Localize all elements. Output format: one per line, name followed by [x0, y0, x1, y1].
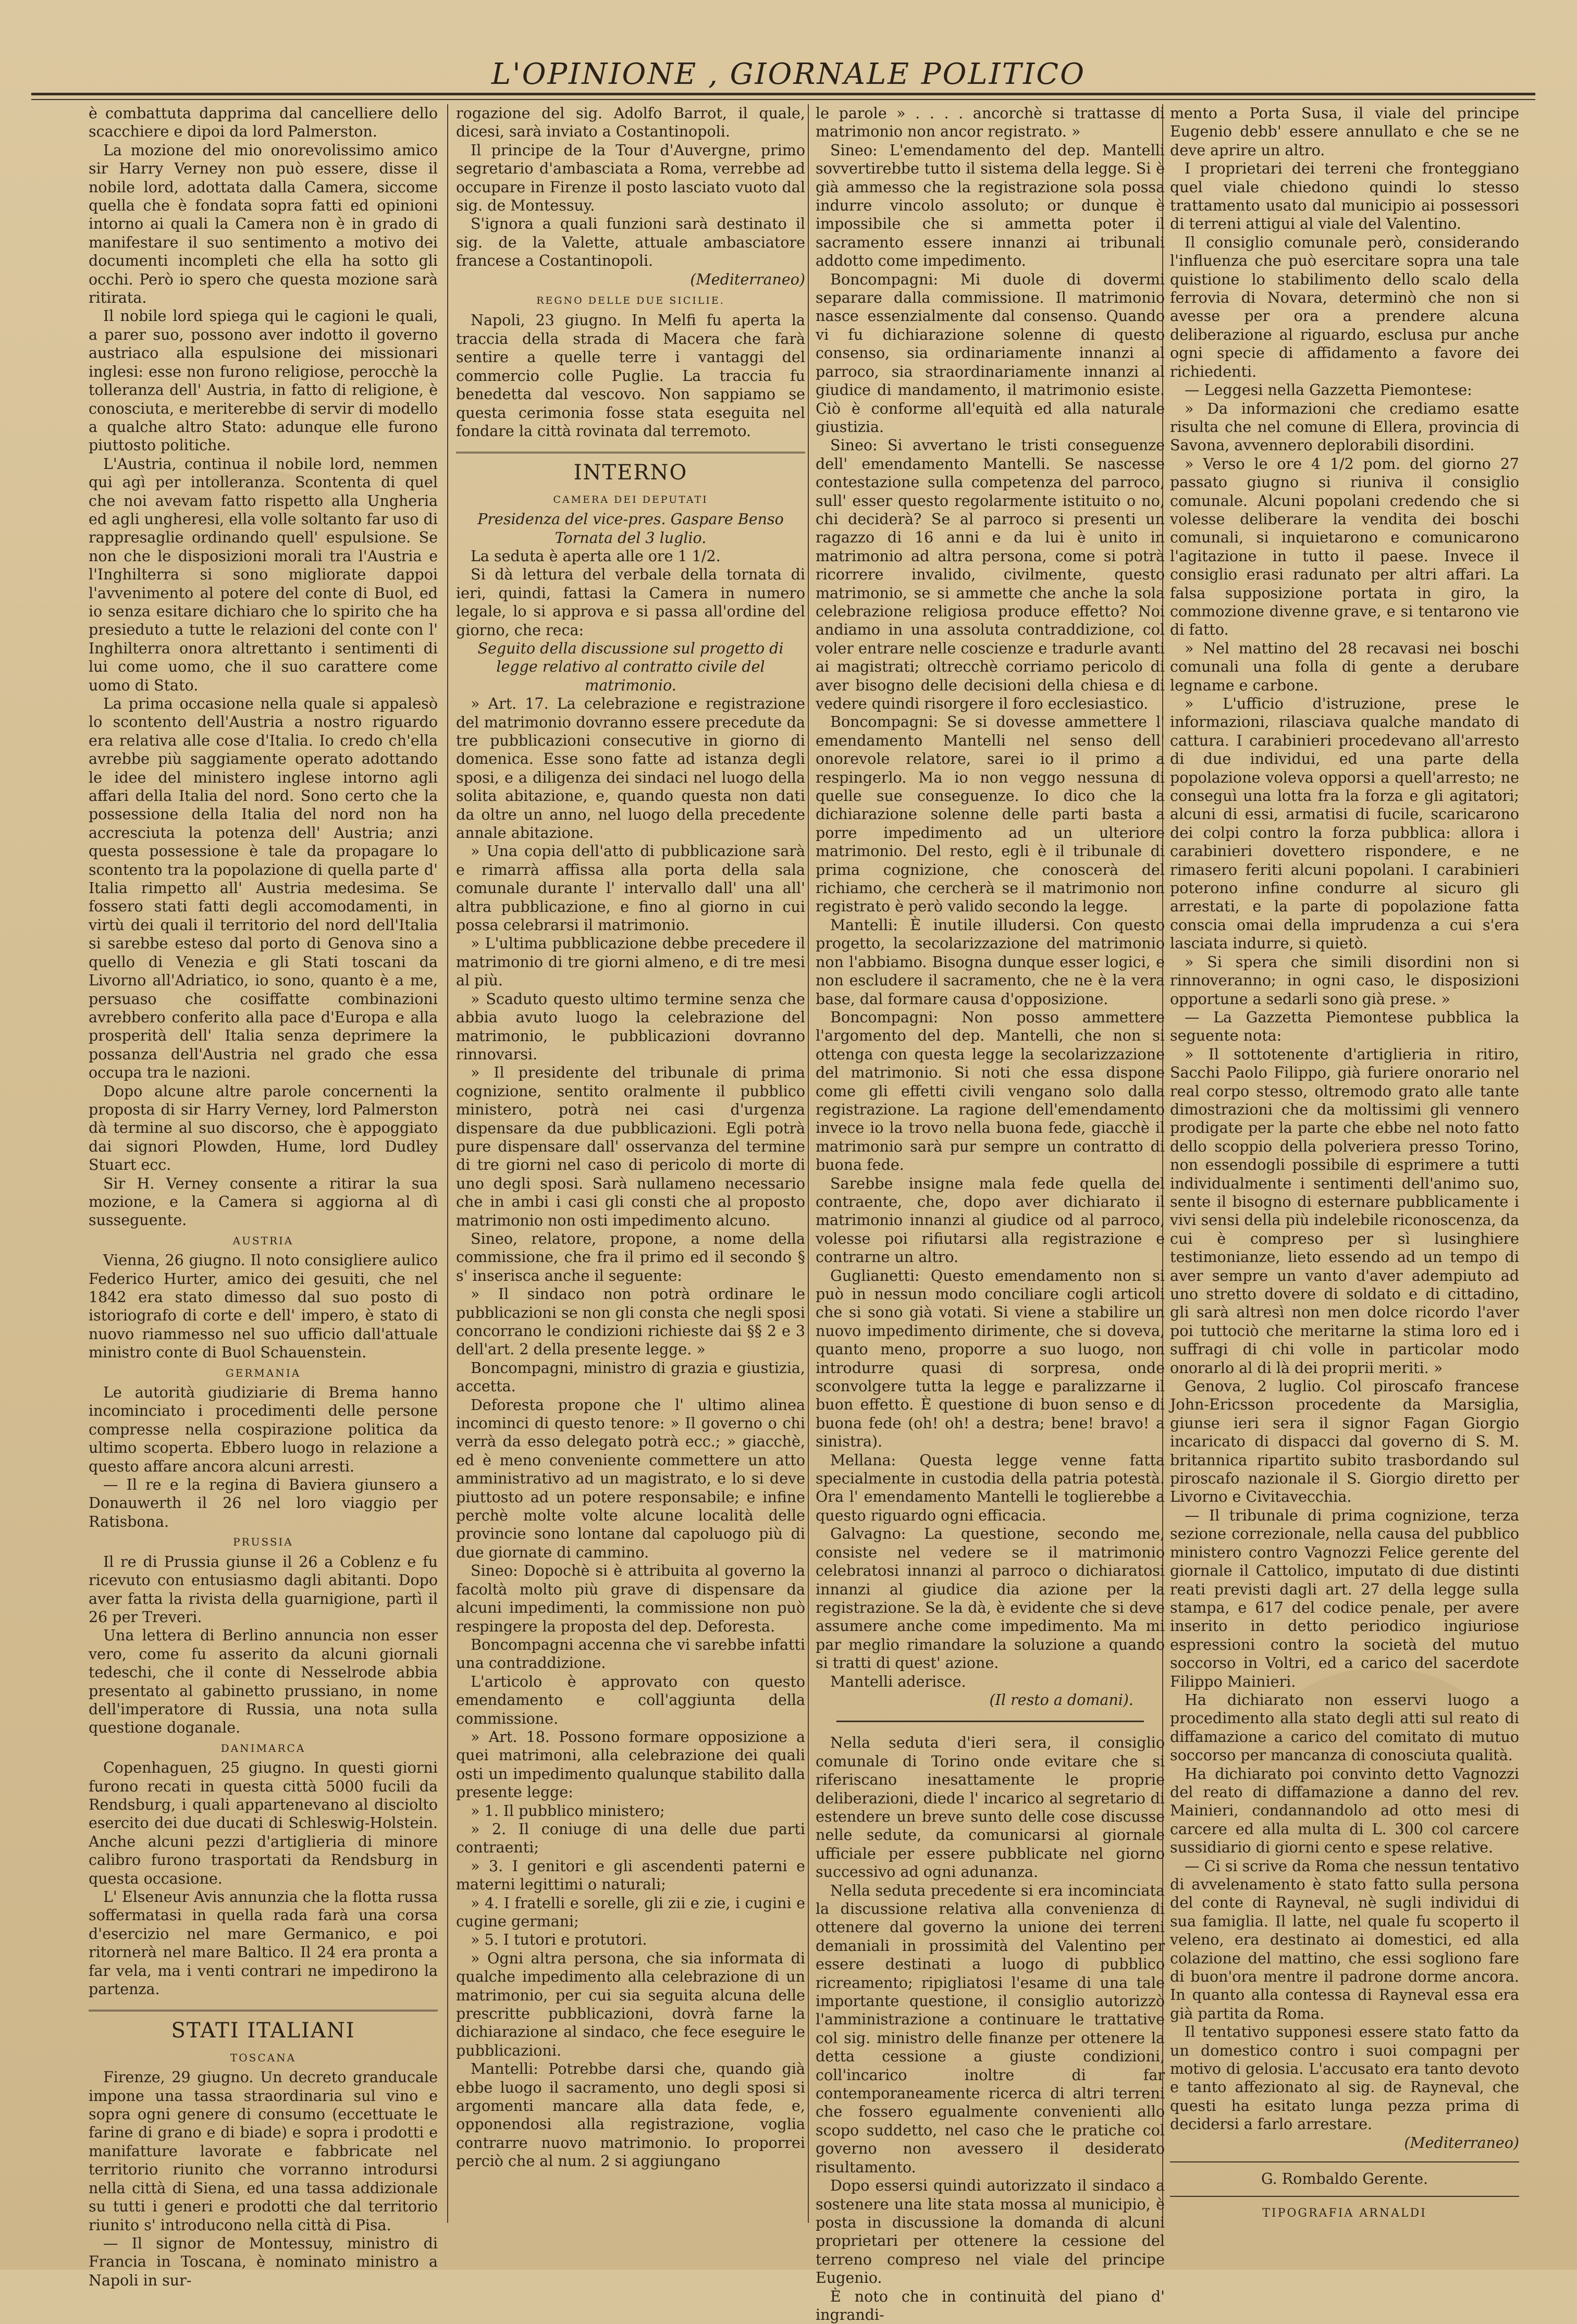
paragraph: È noto che in continuità del piano d' ingrandi-: [816, 2288, 1165, 2323]
column-divider: [447, 104, 448, 2223]
paragraph: Sir H. Verney consente a ritirar la sua mozione, e la Camera si aggiorna al dì susseguente.: [89, 1175, 438, 1229]
section-title-stati-italiani: STATI ITALIANI: [89, 2010, 438, 2040]
paragraph: Galvagno: La questione, secondo me, consiste nel vedere se il matrimonio celebratosi innanzi al parroco o dichiaratosi innanzi al giudice dia azione per la registrazione. Se la dà, è evidente che si deve assumere anche come impedimento. Ma mi par meglio rimandare la soluzione a quando si tratti di quest' azione.: [816, 1525, 1165, 1672]
section-heading-regno: REGNO DELLE DUE SICILIE.: [536, 295, 725, 307]
section-heading-toscana: TOSCANA: [230, 2051, 297, 2064]
paragraph: » Si spera che simili disordini non si rinnoveranno; in ogni caso, le disposizioni opportune a sedarli sono già prese. »: [1170, 953, 1519, 1008]
paragraph: Il consiglio comunale però, considerando l'influenza che può esercitare sopra una tale quistione lo stabilimento dello scalo della ferrovia di Novara, determinò che non si avesse per ora a prendere alcuna deliberazione al riguardo, esclusa pur anche ogni specie di affidamento a favore dei richiedenti.: [1170, 233, 1519, 380]
paragraph: I proprietari dei terreni che fronteggiano quel viale chiedono quindi lo stesso trattamento usato dal municipio ai possessori di terreni attigui al viale del Valentino.: [1170, 160, 1519, 233]
paragraph: — Ci si scrive da Roma che nessun tentativo di avvelenamento è stato fatto sulla persona del conte di Rayneval, nè sugli individui di sua famiglia. Il latte, nel quale fu scoperto il veleno, era destinato ai domestici, ed alla colazione del mattino, che essi sogliono fare di buon'ora mentre il padrone dorme ancora. In quanto alla contessa di Rayneval essa era già partita da Roma.: [1170, 1857, 1519, 2022]
paragraph: » Verso le ore 4 1/2 pom. del giorno 27 passato giugno si riuniva il consiglio comunale. Alcuni popolani credendo che si volesse deliberare la vendita dei boschi comunali, si inquietarono e comunicarono l'agitazione in tutto il paese. Invece il consiglio erasi radunato per altri affari. La falsa supposizione portata in giro, la commozione divenne grave, e si tentarono vie di fatto.: [1170, 455, 1519, 639]
paragraph: Mellana: Questa legge venne fatta specialmente in custodia della patria potestà. Ora l' emendamento Mantelli le toglierebbe a questo riguardo ogni efficacia.: [816, 1451, 1165, 1524]
gerente-signature: G. Rombaldo Gerente.: [1170, 2161, 1519, 2188]
paragraph: Genova, 2 luglio. Col piroscafo francese John-Ericsson procedente da Marsiglia, giunse ieri sera il signor Fagan Giorgio incaricato di dispacci dal governo di S. M. britannica ripartito subito trasbordando sul piroscafo nazionale il S. Giorgio diretto per Livorno e Civitavecchia.: [1170, 1378, 1519, 1506]
masthead-rule: [31, 93, 1535, 95]
paragraph: Deforesta propone che l' ultimo alinea incominci di questo tenore: » Il governo o chi verrà da esso delegato potrà ecc.; » giacchè, ed è meno conveniente commettere un atto amministrativo ad un magistrato, e lo si deve piuttosto ad un potere responsabile; e infine perchè molte volte alcune località delle provincie sono lontane dal capoluogo più di due giornate di cammino.: [456, 1396, 805, 1561]
paragraph: è combattuta dapprima dal cancelliere dello scacchiere e dipoi da lord Palmerston.: [89, 105, 438, 141]
paragraph: Il principe de la Tour d'Auvergne, primo segretario d'ambasciata a Roma, verrebbe ad occupare in Firenze il posto lasciato vuoto dal sig. de Montessuy.: [456, 141, 805, 215]
paragraph: La seduta è aperta alle ore 1 1/2.: [471, 547, 721, 565]
paragraph: — Il re e la regina di Baviera giunsero a Donauwerth il 26 nel loro viaggio per Ratisbona.: [89, 1476, 438, 1530]
paragraph: » Il sottotenente d'artiglieria in ritiro, Sacchi Paolo Filippo, già furiere onorario nel real corpo stesso, oltremodo grato alle tante dimostrazioni che da moltissimi gli vennero prodigate per la parte che ebbe nel noto fatto dello scoppio della polveriera presso Torino, non essendogli possibile di esprimere a tutti individualmente i sentimenti dell'animo suo, sente il bisogno di esternare pubblicamente i vivi sensi della più indelebile riconoscenza, da cui è compreso per sì lusinghiere testimonianze, lieto essendo ad un tempo di aver sempre un vanto d'aver adempiuto ad uno stretto dovere di soldato e di cittadino, gli sarà altresì non men dolce ricordo l'aver poi tuttociò che meritarne la stima loro ed i suffragi di chi volle in particolar modo onorarlo al di là dei proprii meriti. »: [1170, 1045, 1519, 1377]
paragraph: — La Gazzetta Piemontese pubblica la seguente nota:: [1170, 1008, 1519, 1045]
masthead-title: L'OPINIONE , GIORNALE POLITICO: [491, 57, 1086, 91]
paragraph: Vienna, 26 giugno. Il noto consigliere aulico Federico Hurter, amico dei gesuiti, che nel 1842 era stato dimesso dal suo posto di istoriografo di corte e dell' impero, è stato di nuovo riammesso nel suo ufficio dall'attuale ministro conte di Buol Schauenstein.: [89, 1252, 438, 1362]
paragraph: Nella seduta precedente si era incominciata la discussione relativa alla convenienza di ottenere dal governo la unione dei terreni demaniali in prossimità del Valentino per essere destinati a luogo di pubblico ricreamento; ripigliatosi l'esame di una tale importante questione, il consiglio autorizzò l'amministrazione a continuare le trattative col sig. ministro delle finanze per ottenere la detta cessione a giuste condizioni, coll'incarico inoltre di far contemporaneamente ricerca di altri terreni che fossero egualmente convenienti allo scopo suddetto, nel caso che le pratiche col governo non avessero il desiderato risultamento.: [816, 1882, 1165, 2176]
paragraph: Ha dichiarato poi convinto detto Vagnozzi del reato di diffamazione a danno del rev. Mainieri, condannandolo ad otto mesi di carcere ed alla multa di L. 300 col carcere sussidiario di giorni cento e spese relative.: [1170, 1765, 1519, 1857]
column-2: [451, 104, 810, 2223]
paragraph: » Scaduto questo ultimo termine senza che abbia avuto luogo la celebrazione del matrimonio, le pubblicazioni dovranno rinnovarsi.: [456, 990, 805, 1063]
paragraph: Dopo alcune altre parole concernenti la proposta di sir Harry Verney, lord Palmerston dà termine al suo discorso, che è appoggiato dai signori Plowden, Hume, lord Dudley Stuart ecc.: [89, 1082, 438, 1174]
paragraph: Sineo: Si avvertano le tristi conseguenze dell' emendamento Mantelli. Se nascesse contestazione sulla competenza del parroco, sull' esser questo regolarmente istituito o no, chi deciderà? Se al parroco si presenti un ragazzo di 16 anni e da lui è unito in matrimonio ad altra persona, come si potrà ricorrere invalido, civilmente, questo matrimonio, se si ammette che anche la sola celebrazione religiosa produce effetto? Noi andiamo in una assoluta contraddizione, col voler entrare nelle coscienze e tradurle avanti ai magistrati; oltrecchè corriamo pericolo di aver bisogno delle decisioni della chiesa e di vedere quindi risorgere il foro ecclesiastico.: [816, 437, 1165, 712]
paragraph: Ha dichiarato non esservi luogo a procedimento alla stato degli atti sul reato di diffamazione a carico del comitato di mutuo soccorso per mancanza di conosciuta qualità.: [1170, 1691, 1519, 1764]
paragraph: — Il signor de Montessuy, ministro di Francia in Toscana, è nominato ministro a Napoli in sur-: [89, 2234, 438, 2289]
column-4: [1165, 104, 1524, 2223]
paragraph: La mozione del mio onorevolissimo amico sir Harry Verney non può essere, disse il nobile lord, adottata dalla Camera, siccome quella che è fondata sopra fatti ed opinioni intorno ai quali la Camera non è in grado di manifestare il suo sentimento a motivo dei documenti incompleti che ella ha sotto gli occhi. Però io spero che questa mozione sarà ritirata.: [89, 141, 438, 307]
paragraph: La prima occasione nella quale si appalesò lo scontento dell'Austria a nostro riguardo era relativa alle cose d'Italia. Io credo ch'ella avrebbe più saggiamente operato adottando le idee del ministero inglese intorno agli affari della Italia del nord. Sono certo che la possessione della Italia del nord non ha accresciuta la potenza dell' Austria; anzi questa possessione è tale da propagare lo scontento tra la popolazione di quella parte d' Italia rimpetto all' Austria medesima. Se fossero stati fatti degli accomodamenti, in virtù dei quali il territorio del nord dell'Italia si sarebbe esteso dal porto di Genova sino a quello di Venezia e gli Stati toscani da Livorno all'Adriatico, io sono, quanto è a me, persuaso che cosiffatte combinazioni avrebbero conferito alla pace d'Europa e alla prosperità dell' Italia senza deprimere la possanza dell'Austria nel grado che essa occupa tra le nazioni.: [89, 695, 438, 1082]
source-note: (Mediterraneo): [690, 270, 805, 288]
paragraph: » Da informazioni che crediamo esatte risulta che nel comune di Ellera, provincia di Savona, avvennero deplorabili disordini.: [1170, 400, 1519, 454]
column-3: [810, 104, 1170, 2323]
paragraph: » Il presidente del tribunale di prima cognizione, sentito oralmente il pubblico ministero, potrà nei casi d'urgenza dispensare da due pubblicazioni. Egli potrà pure dispensare dall' osservanza del termine di tre giorni nel caso di pericolo di morte di uno degli sposi. Sarà nullameno necessario che in ambi i casi gli consti che al proposto matrimonio non osti impedimento alcuno.: [456, 1064, 805, 1229]
continued-note: (Il resto a domani).: [989, 1691, 1134, 1709]
list-item: » 4. I fratelli e sorelle, gli zii e zie, i cugini e cugine germani;: [456, 1894, 805, 1930]
tornata-line: Tornata del 3 luglio.: [555, 529, 707, 547]
paragraph: » Art. 18. Possono formare opposizione a quei matrimoni, alla celebrazione dei quali osti un impedimento qualunque stabilito dalla presente legge:: [456, 1728, 805, 1801]
section-heading-prussia: PRUSSIA: [233, 1536, 293, 1549]
order-of-day: Seguito della discussione sul progetto di legge relativo al contratto civile del matrimonio.: [477, 639, 784, 694]
paragraph: Dopo essersi quindi autorizzato il sindaco a sostenere una lite stata mossa al municipio, è posta in discussione la domanda di alcuni proprietari per ottenere la cessione del terreno compreso nel viale del principe Eugenio.: [816, 2177, 1165, 2287]
paragraph: Mantelli: È inutile illudersi. Con questo progetto, la secolarizzazione del matrimonio non l'abbiamo. Bisogna dunque esser logici, e non escludere il sacramento, che ne è la vera base, dal formare causa d'opposizione.: [816, 916, 1165, 1008]
paragraph: L'articolo è approvato con questo emendamento e coll'aggiunta della commissione.: [456, 1673, 805, 1727]
paragraph: Sineo, relatore, propone, a nome della commissione, che fra il primo ed il secondo § s' inserisca anche il seguente:: [456, 1230, 805, 1284]
paragraph: Sarebbe insigne mala fede quella del contraente, che, dopo aver dichiarato il matrimonio innanzi al giudice od al parroco, volesse poi rifiutarsi alla registrazione e contrarne un altro.: [816, 1175, 1165, 1266]
list-item: » 3. I genitori e gli ascendenti paterni e materni legittimi o naturali;: [456, 1857, 805, 1894]
column-1: [83, 104, 443, 2289]
paragraph: Mantelli aderisce.: [830, 1673, 966, 1690]
paragraph: » Il sindaco non potrà ordinare le pubblicazioni se non gli consta che negli sposi concorrano le condizioni richieste dai §§ 2 e 3 dell'art. 2 della presente legge. »: [456, 1285, 805, 1358]
paragraph: Il nobile lord spiega qui le cagioni le quali, a parer suo, possono aver indotto il governo austriaco alla espulsione dei missionari inglesi: esse non furono religiose, perocchè la tolleranza dell' Austria, in fatto di religione, è conosciuta, e meriterebbe di servir di modello a qualche altro Stato: adunque elle furono piuttosto politiche.: [89, 307, 438, 454]
paragraph: — Il tribunale di prima cognizione, terza sezione correzionale, nella causa del pubblico ministero contro Vagnozzi Felice gerente del giornale il Cattolico, imputato di due distinti reati previsti dagli art. 27 della legge sulla stampa, e 617 del codice penale, per avere inserito in detto periodico ingiuriose espressioni contro la società del mutuo soccorso in Voltri, ed a carico del sacerdote Filippo Mainieri.: [1170, 1506, 1519, 1690]
section-heading-austria: AUSTRIA: [232, 1234, 294, 1247]
section-rule: [836, 1721, 1144, 1722]
paragraph: » Ogni altra persona, che sia informata di qualche impedimento alla celebrazione di un matrimonio, per cui sia seguita alcuna delle prescritte pubblicazioni, dovrà farne la dichiarazione al sindaco, che fece eseguire le pubblicazioni.: [456, 1949, 805, 2059]
paragraph: Boncompagni accenna che vi sarebbe infatti una contraddizione.: [456, 1636, 805, 1672]
paragraph: » L'ultima pubblicazione debbe precedere il matrimonio di tre giorni almeno, e di tre mesi al più.: [456, 935, 805, 990]
paragraph: Copenhaguen, 25 giugno. In questi giorni furono recati in questa città 5000 fucili da Rendsburg, i quali appartenevano al disciolto esercito dei due ducati di Schleswig-Holstein. Anche alcuni pezzi d'artiglieria di minore calibro furono trasportati da Rendsburg in questa occasione.: [89, 1759, 438, 1887]
paragraph: L'Austria, continua il nobile lord, nemmen qui agì per intolleranza. Scontenta di quel che noi avevam fatto rispetto alla Ungheria ed agli ungheresi, ella volle soltanto far uso di rappresaglie ordinando quell' espulsione. Se non che le disposizioni morali tra l'Austria e l'Inghilterra si sono migliorate dappoi l'avvenimento al potere del conte di Buol, ed io senza esitare dichiaro che lo spirito che ha presieduto a tutte le relazioni del conte con l' Inghilterra onora altrettanto i sentimenti di lui come uomo, che il suo carattere come uomo di Stato.: [89, 455, 438, 694]
paragraph: Il tentativo supponesi essere stato fatto da un domestico contro i suoi compagni per motivo di gelosia. L'accusato era tanto devoto e tanto affezionato al sig. de Rayneval, che questi ha esitato lunga pezza prima di decidersi a farlo arrestare.: [1170, 2023, 1519, 2133]
list-item: » 1. Il pubblico ministero;: [471, 1802, 665, 1820]
section-heading-germania: GERMANIA: [225, 1366, 301, 1379]
paragraph: Una lettera di Berlino annuncia non esser vero, come fu asserito da alcuni giornali tedeschi, che il conte di Nesselrode abbia presentato al gabinetto prussiano, in nome dell'imperatore di Russia, una nota sulla questione doganale.: [89, 1627, 438, 1737]
paragraph: Le autorità giudiziarie di Brema hanno incominciato i procedimenti delle persone compresse nella cospirazione politica da ultimo scoperta. Ebbero luogo in relazione a questo affare ancora alcuni arresti.: [89, 1384, 438, 1475]
list-item: » 5. I tutori e protutori.: [471, 1931, 647, 1949]
paragraph: Guglianetti: Questo emendamento non si può in nessun modo conciliare cogli articoli che si sono già votati. Si viene a stabilire un nuovo impedimento dirimente, che si doveva, quanto meno, proporre a suo luogo, non introdurre quasi di sorpresa, onde sconvolgere tutta la legge e paralizzarne il buon effetto. È questione di buon senso e di buona fede (oh! oh! a destra; bene! bravo! a sinistra).: [816, 1267, 1165, 1451]
paragraph: Firenze, 29 giugno. Un decreto granducale impone una tassa straordinaria sul vino e sopra ogni genere di consumo (eccettuate le farine di grano e di biade) e sopra i prodotti e manifatture lavorate e fabbricate nel territorio riunito che vorranno introdursi nella città di Siena, ed una tassa addizionale su tutti i generi e prodotti che dal territorio riunito s' introducono nella città di Pisa.: [89, 2069, 438, 2234]
paragraph: rogazione del sig. Adolfo Barrot, il quale, dicesi, sarà inviato a Costantinopoli.: [456, 105, 805, 141]
paragraph: Sineo: Dopochè si è attribuita al governo la facoltà molto più grave di dispensare da alcuni impedimenti, la commissione non può respingere la proposta del dep. Deforesta.: [456, 1562, 805, 1635]
paragraph: Sineo: L'emendamento del dep. Mantelli sovvertirebbe tutto il sistema della legge. Si è già ammesso che la registrazione sola possa indurre vincolo assoluto; or dunque è impossibile che si ammetta poter il sacramento essere innanzi ai tribunali addotto come impedimento.: [816, 141, 1165, 270]
paragraph: » Art. 17. La celebrazione e registrazione del matrimonio dovranno essere precedute da tre pubblicazioni consecutive in giorno di domenica. Esse sono fatte ad istanza degli sposi, e a diligenza dei sindaci nel luogo della solita abitazione, e, quando questa non dati da oltre un anno, nel luogo della precedente annale abitazione.: [456, 695, 805, 842]
paragraph: Boncompagni: Mi duole di dovermi separare dalla commissione. Il matrimonio nasce essenzialmente dal consenso. Quando vi fu dichiarazione solenne di questo consenso, sia ordinariamente innanzi al parroco, sia straordinariamente innanzi al giudice di mandamento, il matrimonio esiste. Ciò è conforme all'equità ed alla naturale giustizia.: [816, 270, 1165, 436]
paragraph: L' Elseneur Avis annunzia che la flotta russa soffermatasi in quella rada farà una corsa d'esercizio nel mare Germanico, e poi ritornerà nel mare Baltico. Il 24 era pronta a far vela, ma i venti contrari ne impedirono la partenza.: [89, 1888, 438, 1998]
camera-heading: CAMERA DEI DEPUTATI: [553, 493, 708, 505]
paragraph: Boncompagni: Se si dovesse ammettere l' emendamento Mantelli nel senso dell' onorevole relatore, sarei io il primo a respingerlo. Ma io non veggo nessuna di quelle sue conseguenze. Io dico che la dichiarazione solenne delle parti basta a porre impedimento ad un ulteriore matrimonio. Del resto, egli è il tribunale di prima cognizione, che conoscerà del richiamo, che cercherà se il matrimonio non registrato è però valido secondo la legge.: [816, 713, 1165, 916]
paragraph: mento a Porta Susa, il viale del principe Eugenio debb' essere annullato e che se ne deve aprire un altro.: [1170, 105, 1519, 159]
paragraph: Boncompagni: Non posso ammettere l'argomento del dep. Mantelli, che non si ottenga con questa legge la secolarizzazione del matrimonio. Si noti che essa dispone come gli effetti civili vengano solo dalla registrazione. La ragione dell'emendamento invece io la trovo nella buona fede, giacchè il matrimonio sarà pur sempre un contratto di buona fede.: [816, 1008, 1165, 1174]
section-heading-danimarca: DANIMARCA: [220, 1741, 306, 1754]
paragraph: » Una copia dell'atto di pubblicazione sarà e rimarrà affissa alla porta della sala comunale durante l' intervallo dall' una all' altra pubblicazione, e fino al giorno in cui possa celebrarsi il matrimonio.: [456, 843, 805, 934]
list-item: » 2. Il coniuge di una delle due parti contraenti;: [456, 1820, 805, 1857]
presidenza-line: Presidenza del vice-pres. Gaspare Benso: [477, 511, 784, 528]
paragraph: le parole » . . . . ancorchè si trattasse di matrimonio non ancor registrato. »: [816, 105, 1165, 141]
source-note: (Mediterraneo): [1404, 2134, 1519, 2152]
paragraph: S'ignora a quali funzioni sarà destinato il sig. de la Valette, attuale ambasciatore francese a Costantinopoli.: [456, 215, 805, 270]
section-title-interno: INTERNO: [456, 452, 805, 482]
paragraph: » Nel mattino del 28 recavasi nei boschi comunali una folla di gente a derubare legname e carbone.: [1170, 639, 1519, 694]
masthead-rule-thin: [31, 99, 1535, 100]
paragraph: Si dà lettura del verbale della tornata di ieri, quindi, fattasi la Camera in numero legale, lo si approva e si passa all'ordine del giorno, che reca:: [456, 566, 805, 639]
paragraph: Napoli, 23 giugno. In Melfi fu aperta la traccia della strada di Macera che farà sentire a quelle terre i vantaggi del commercio colle Puglie. La traccia fu benedetta dal vescovo. Non sappiamo se questa cerimonia fosse stata eseguita nel fondare la città rovinata dal terremoto.: [456, 312, 805, 440]
paragraph: Mantelli: Potrebbe darsi che, quando già ebbe luogo il sacramento, uno degli sposi si argomenti mancare alla data fede, e, opponendosi alla registrazione, voglia contrarre nuovo matrimonio. Io proporrei perciò che al num. 2 si aggiungano: [456, 2060, 805, 2170]
paragraph: » L'ufficio d'istruzione, prese le informazioni, rilasciava qualche mandato di cattura. I carabinieri procedevano all'arresto di due individui, ed una parte della popolazione voleva opporsi a quell'arresto; ne conseguì una lotta fra la forza e gli agitatori; alcuni di essi, armatisi di fucile, scaricarono dei colpi contro la forza pubblica: allora i carabinieri dovettero rispondere, e ne rimasero feriti alcuni popolani. I carabinieri poterono infine condurre al sicuro gli arrestati, e la parte di popolazione fatta conscia omai della imprudenza a cui s'era lasciata indurre, si quietò.: [1170, 695, 1519, 953]
paragraph: Boncompagni, ministro di grazia e giustizia, accetta.: [456, 1359, 805, 1395]
printer-imprint: TIPOGRAFIA ARNALDI: [1170, 2196, 1519, 2222]
paragraph: — Leggesi nella Gazzetta Piemontese:: [1185, 381, 1472, 399]
paragraph: Nella seduta d'ieri sera, il consiglio comunale di Torino onde evitare che si riferiscano inesattamente le proprie deliberazioni, diede l' incarico al segretario di estendere un breve sunto delle cose discusse nelle sedute, da comunicarsi al giornale ufficiale per essere pubblicate nel giorno successivo ad ogni adunanza.: [816, 1734, 1165, 1881]
paragraph: Il re di Prussia giunse il 26 a Coblenz e fu ricevuto con entusiasmo dagli abitanti. Dopo aver fatta la rivista della guarnigione, partì il 26 per Treveri.: [89, 1553, 438, 1626]
